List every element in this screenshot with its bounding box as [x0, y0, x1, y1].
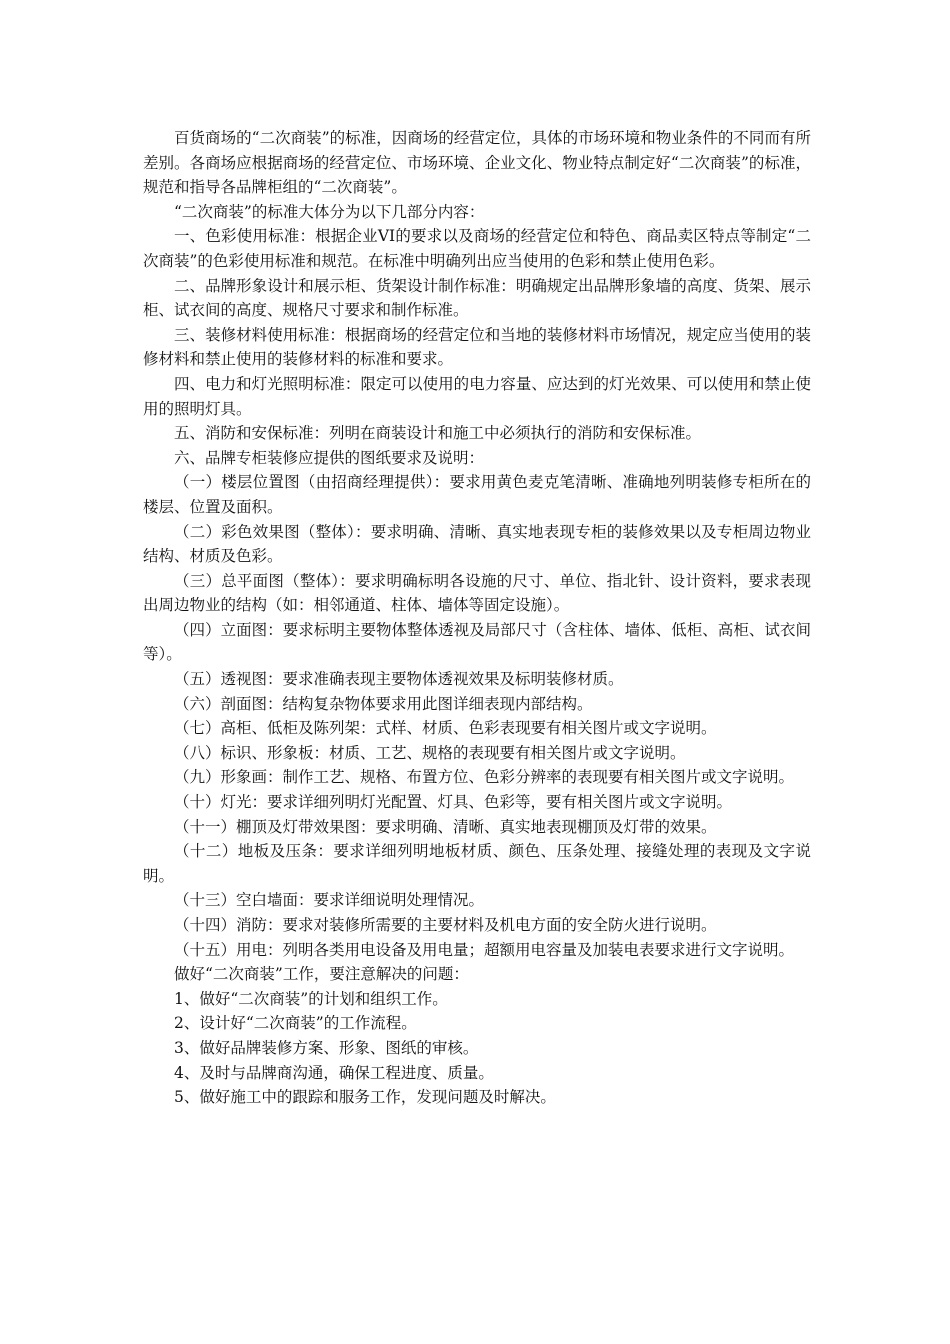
document-body [143, 126, 811, 1110]
list-item-lighting: （十）灯光：要求详细列明灯光配置、灯具、色彩等，要有相关图片或文字说明。 [174, 793, 733, 812]
list-item-floor-plan: （一）楼层位置图（由招商经理提供）：要求用黄色麦克笔清晰、准确地列明装修专柜所在的楼层、位置及面积。 [143, 473, 811, 516]
paragraph-intro: 百货商场的“二次商装”的标准，因商场的经营定位，具体的市场环境和物业条件的不同而有所差别。各商场应根据商场的经营定位、市场环境、企业文化、物业特点制定好“二次商装”的标准，规范和指导各品牌柜组的“二次商装”。 [143, 129, 811, 197]
list-item-perspective: （五）透视图：要求准确表现主要物体透视效果及标明装修材质。 [174, 670, 624, 689]
list-item-section: （六）剖面图：结构复杂物体要求用此图详细表现内部结构。 [174, 694, 593, 713]
list-item-power: （十五）用电：列明各类用电设备及用电量；超额用电容量及加装电表要求进行文字说明。 [174, 940, 795, 959]
paragraph-color-standard: 一、色彩使用标准：根据企业VI的要求以及商场的经营定位和特色、商品卖区特点等制定“二次商装”的色彩使用标准和规范。在标准中明确列出应当使用的色彩和禁止使用色彩。 [143, 227, 811, 270]
list-item-issue-4: 4、及时与品牌商沟通，确保工程进度、质量。 [174, 1063, 494, 1082]
paragraph-issues-heading: 做好“二次商装”工作，要注意解决的问题： [174, 965, 469, 984]
paragraph-brand-image-standard: 二、品牌形象设计和展示柜、货架设计制作标准：明确规定出品牌形象墙的高度、货架、展示柜、试衣间的高度、规格尺寸要求和制作标准。 [143, 276, 811, 320]
paragraph-drawing-requirements: 六、品牌专柜装修应提供的图纸要求及说明： [174, 448, 485, 467]
list-item-blank-wall: （十三）空白墙面：要求详细说明处理情况。 [174, 891, 485, 910]
list-item-fire: （十四）消防：要求对装修所需要的主要材料及机电方面的安全防火进行说明。 [174, 916, 717, 934]
paragraph-material-standard: 三、装修材料使用标准：根据商场的经营定位和当地的装修材料市场情况，规定应当使用的装修材料和禁止使用的装修材料的标准和要求。 [143, 325, 811, 369]
list-item-color-rendering: （二）彩色效果图（整体）：要求明确、清晰、真实地表现专柜的装修效果以及专柜周边物业结构、材质及色彩。 [143, 522, 811, 566]
list-item-ceiling: （十一）棚顶及灯带效果图：要求明确、清晰、真实地表现棚顶及灯带的效果。 [174, 817, 717, 836]
list-item-issue-5: 5、做好施工中的跟踪和服务工作，发现问题及时解决。 [174, 1088, 556, 1107]
paragraph-fire-security-standard: 五、消防和安保标准：列明在商装设计和施工中必须执行的消防和安保标准。 [174, 424, 702, 443]
list-item-signage: （八）标识、形象板：材质、工艺、规格的表现要有相关图片或文字说明。 [174, 743, 686, 762]
list-item-issue-2: 2、设计好“二次商装”的工作流程。 [174, 1014, 417, 1033]
list-item-flooring: （十二）地板及压条：要求详细列明地板材质、颜色、压条处理、接缝处理的表现及文字说明。 [143, 842, 811, 885]
list-item-elevation: （四）立面图：要求标明主要物体整体透视及局部尺寸（含柱体、墙体、低柜、高柜、试衣间等）。 [143, 620, 811, 664]
list-item-issue-3: 3、做好品牌装修方案、形象、图纸的审核。 [174, 1038, 479, 1057]
list-item-site-plan: （三）总平面图（整体）：要求明确标明各设施的尺寸、单位、指北针、设计资料，要求表现出周边物业的结构（如：相邻通道、柱体、墙体等固定设施）。 [143, 571, 811, 615]
paragraph-standards-overview: “二次商装”的标准大体分为以下几部分内容： [174, 202, 485, 221]
paragraph-lighting-standard: 四、电力和灯光照明标准：限定可以使用的电力容量、应达到的灯光效果、可以使用和禁止使用的照明灯具。 [143, 374, 811, 418]
list-item-cabinets: （七）高柜、低柜及陈列架：式样、材质、色彩表现要有相关图片或文字说明。 [174, 719, 717, 738]
list-item-issue-1: 1、做好“二次商装”的计划和组织工作。 [174, 989, 448, 1008]
list-item-image-painting: （九）形象画：制作工艺、规格、布置方位、色彩分辨率的表现要有相关图片或文字说明。 [174, 768, 795, 787]
